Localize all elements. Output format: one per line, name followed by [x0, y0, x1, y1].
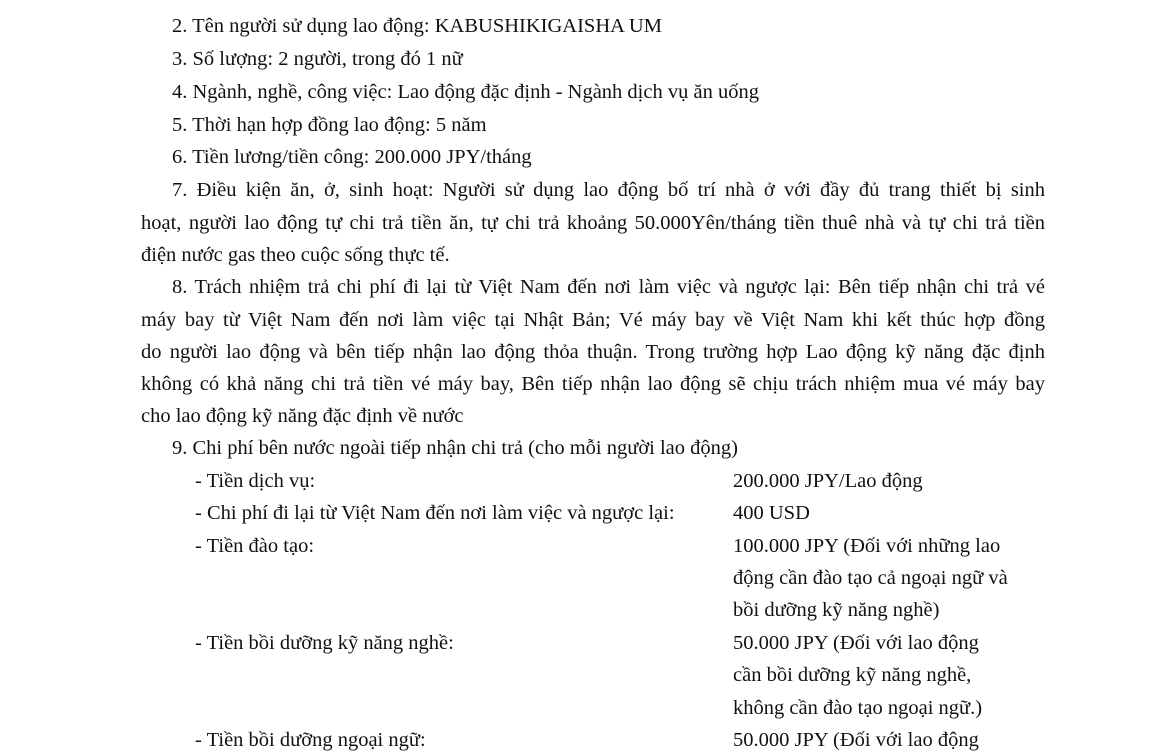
item-industry: 4. Ngành, nghề, công việc: Lao động đặc định - Ngành dịch vụ ăn uống — [172, 81, 759, 103]
item-salary: 6. Tiền lương/tiền công: 200.000 JPY/tháng — [172, 146, 532, 168]
fee-label-training: - Tiền đào tạo: — [195, 535, 315, 557]
fee-value-training-line-2: động cần đào tạo cả ngoại ngữ và — [733, 567, 1008, 589]
item-travel-line-5: cho lao động kỹ năng đặc định về nước — [141, 405, 464, 427]
fee-value-skills-line-2: cần bồi dưỡng kỹ năng nghề, — [733, 664, 972, 686]
item-contract-term: 5. Thời hạn hợp đồng lao động: 5 năm — [172, 114, 487, 136]
item-living-conditions-line-2: hoạt, người lao động tự chi trả tiền ăn, tự chi trả khoảng 50.000Yên/tháng tiền thuê nhà và tự chi trả tiền — [141, 212, 1045, 234]
fee-label-language: - Tiền bồi dưỡng ngoại ngữ: — [195, 729, 426, 751]
item-travel-line-4: không có khả năng chi trả tiền vé máy bay, Bên tiếp nhận lao động sẽ chịu trách nhiệm mua vé máy bay — [141, 373, 1045, 395]
item-employer: 2. Tên người sử dụng lao động: KABUSHIKIGAISHA UM — [172, 15, 662, 37]
fee-value-travel: 400 USD — [733, 502, 810, 524]
item-living-conditions-line-1: 7. Điều kiện ăn, ở, sinh hoạt: Người sử dụng lao động bố trí nhà ở với đầy đủ trang thiết bị sinh — [172, 179, 1045, 201]
fee-value-language-line-1: 50.000 JPY (Đối với lao động — [733, 729, 979, 751]
item-quantity: 3. Số lượng: 2 người, trong đó 1 nữ — [172, 48, 463, 70]
fee-label-skills: - Tiền bồi dưỡng kỹ năng nghề: — [195, 632, 454, 654]
fee-label-travel: - Chi phí đi lại từ Việt Nam đến nơi làm việc và ngược lại: — [195, 502, 675, 524]
fees-heading: 9. Chi phí bên nước ngoài tiếp nhận chi trả (cho mỗi người lao động) — [172, 437, 738, 459]
item-living-conditions-line-3: điện nước gas theo cuộc sống thực tế. — [141, 244, 450, 266]
fee-value-skills-line-3: không cần đào tạo ngoại ngữ.) — [733, 697, 983, 719]
fee-label-service: - Tiền dịch vụ: — [195, 470, 316, 492]
item-travel-line-2: máy bay từ Việt Nam đến nơi làm việc tại Nhật Bản; Vé máy bay về Việt Nam khi kết thúc hợp đồng — [141, 309, 1045, 331]
fee-value-skills-line-1: 50.000 JPY (Đối với lao động — [733, 632, 979, 654]
fee-value-training-line-1: 100.000 JPY (Đối với những lao — [733, 535, 1001, 557]
item-travel-line-3: do người lao động và bên tiếp nhận lao động thỏa thuận. Trong trường hợp Lao động kỹ năng đặc định — [141, 341, 1045, 363]
fee-value-training-line-3: bồi dưỡng kỹ năng nghề) — [733, 599, 940, 621]
fee-value-service: 200.000 JPY/Lao động — [733, 470, 923, 492]
item-travel-line-1: 8. Trách nhiệm trả chi phí đi lại từ Việt Nam đến nơi làm việc và ngược lại: Bên tiếp nhận chi trả vé — [172, 276, 1045, 298]
